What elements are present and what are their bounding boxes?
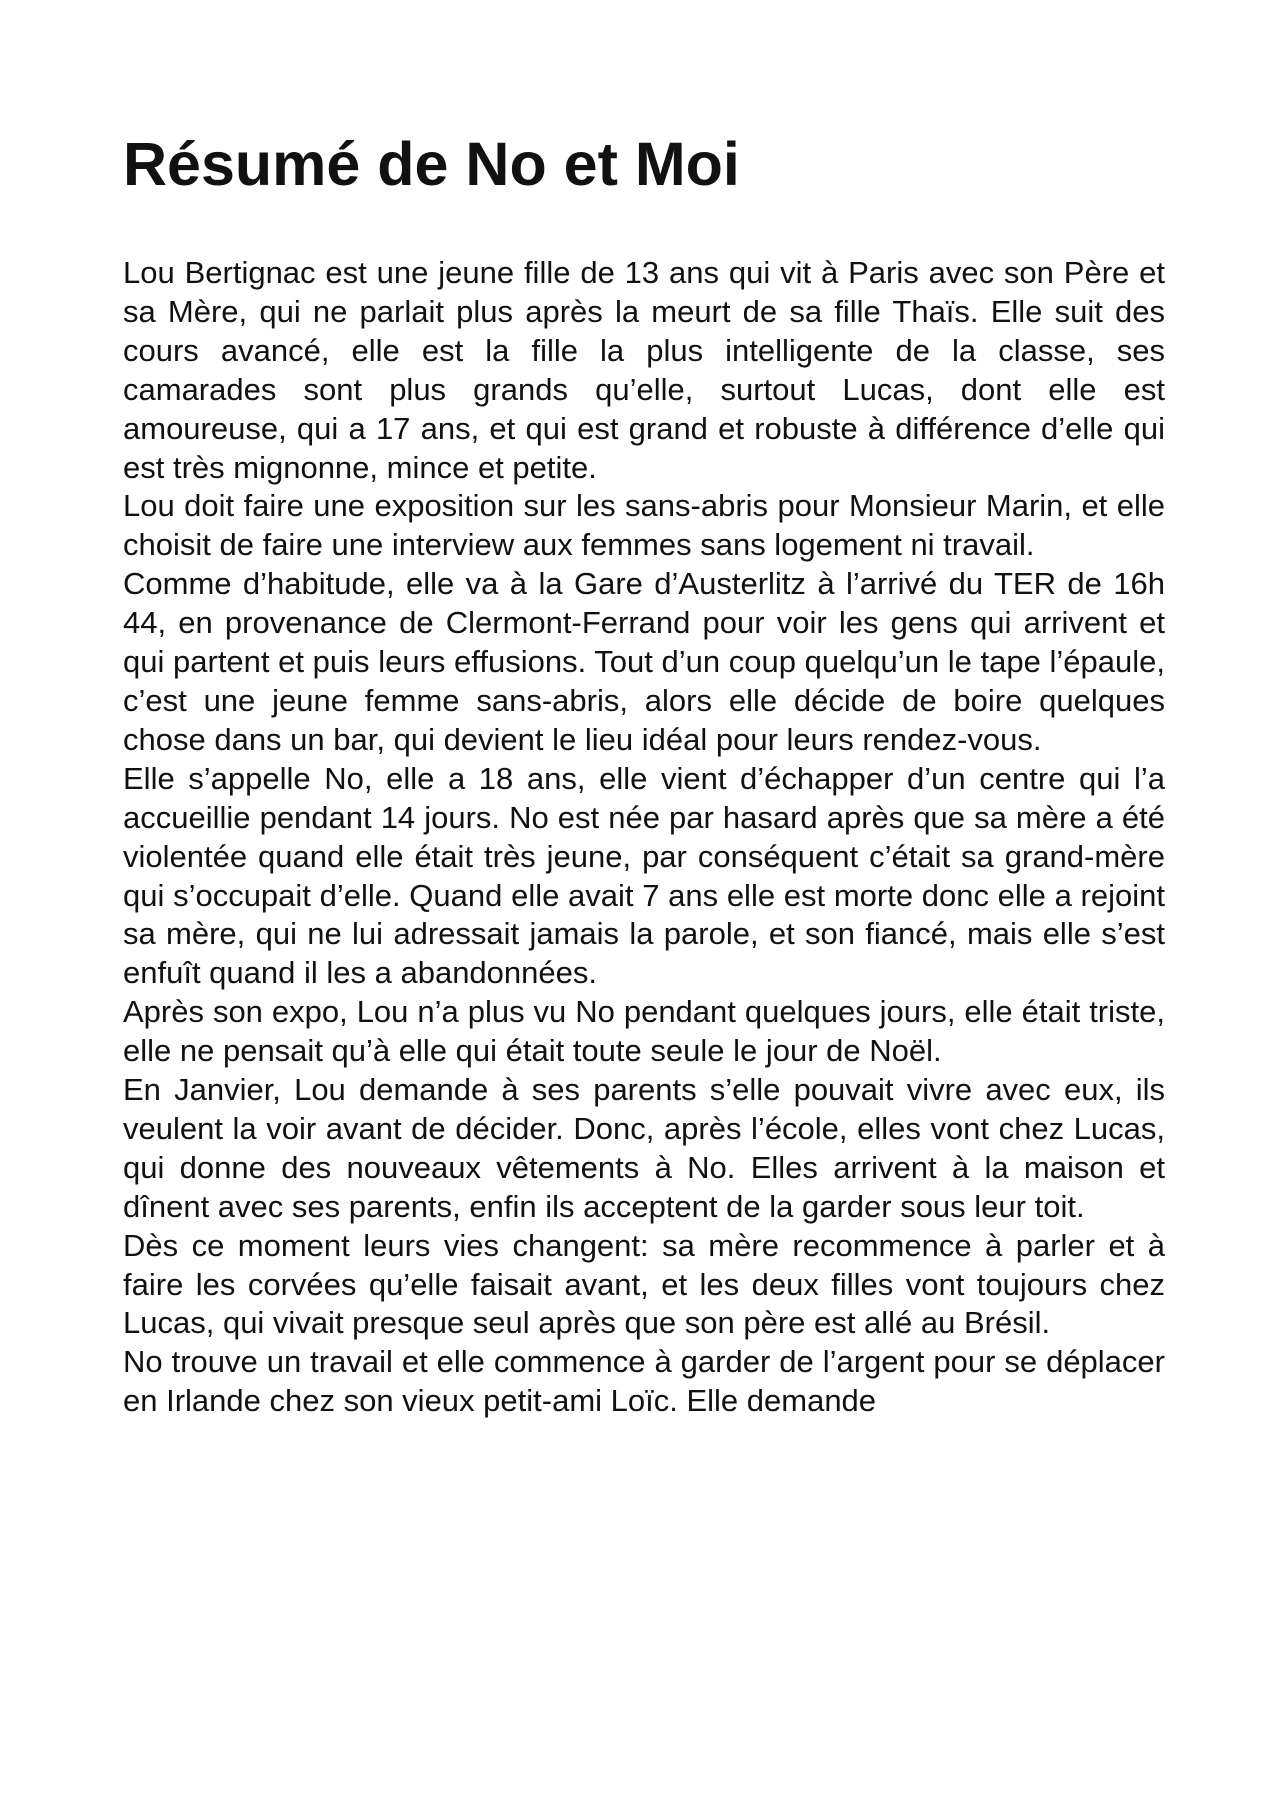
paragraph-travail: No trouve un travail et elle commence à garder de l’argent pour se déplacer en Irlande chez son vieux petit-ami Loïc. Elle demande [123,1344,1165,1419]
document-title: Résumé de No et Moi [123,130,740,198]
paragraph-intro: Lou Bertignac est une jeune fille de 13 ans qui vit à Paris avec son Père et sa Mère, qui ne parlait plus après la meurt de sa fille Thaïs. Elle suit des cours avancé, elle est la fille la plus intelligente de la classe, ses camarades sont plus grands qu’elle, surtout Lucas, dont elle est amoureuse, qui a 17 ans, et qui est grand et robuste à différence d’elle qui est très mignonne, mince et petite. [123,255,1165,485]
paragraph-gare-austerlitz: Comme d’habitude, elle va à la Gare d’Austerlitz à l’arrivé du TER de 16h 44, en provenance de Clermont-Ferrand pour voir les gens qui arrivent et qui partent et puis leurs effusions. Tout d’un coup quelqu’un le tape l’épaule, c’est une jeune femme sans-abris, alors elle décide de boire quelques chose dans un bar, qui devient le lieu idéal pour leurs rendez-vous. [123,566,1165,757]
paragraph-no-background: Elle s’appelle No, elle a 18 ans, elle vient d’échapper d’un centre qui l’a accueillie pendant 14 jours. No est née par hasard après que sa mère a été violentée quand elle était très jeune, par conséquent c’était sa grand-mère qui s’occupait d’elle. Quand elle avait 7 ans elle est morte donc elle a rejoint sa mère, qui ne lui adressait jamais la parole, et son fiancé, mais elle s’est enfuît quand il les a abandonnées. [123,760,1165,991]
document-body [123,254,1165,1421]
paragraph-exposition: Lou doit faire une exposition sur les sans-abris pour Monsieur Marin, et elle choisit de faire une interview aux femmes sans logement ni travail. [123,488,1165,563]
paragraph-after-expo: Après son expo, Lou n’a plus vu No pendant quelques jours, elle était triste, elle ne pensait qu’à elle qui était toute seule le jour de Noël. [123,994,1165,1069]
document-page [123,128,1165,1421]
paragraph-lives-change: Dès ce moment leurs vies changent: sa mère recommence à parler et à faire les corvées qu’elle faisait avant, et les deux filles vont toujours chez Lucas, qui vivait presque seul après que son père est allé au Brésil. [123,1227,1165,1341]
paragraph-janvier: En Janvier, Lou demande à ses parents s’elle pouvait vivre avec eux, ils veulent la voir avant de décider. Donc, après l’école, elles vont chez Lucas, qui donne des nouveaux vêtements à No. Elles arrivent à la maison et dînent avec ses parents, enfin ils acceptent de la garder sous leur toit. [123,1072,1165,1224]
